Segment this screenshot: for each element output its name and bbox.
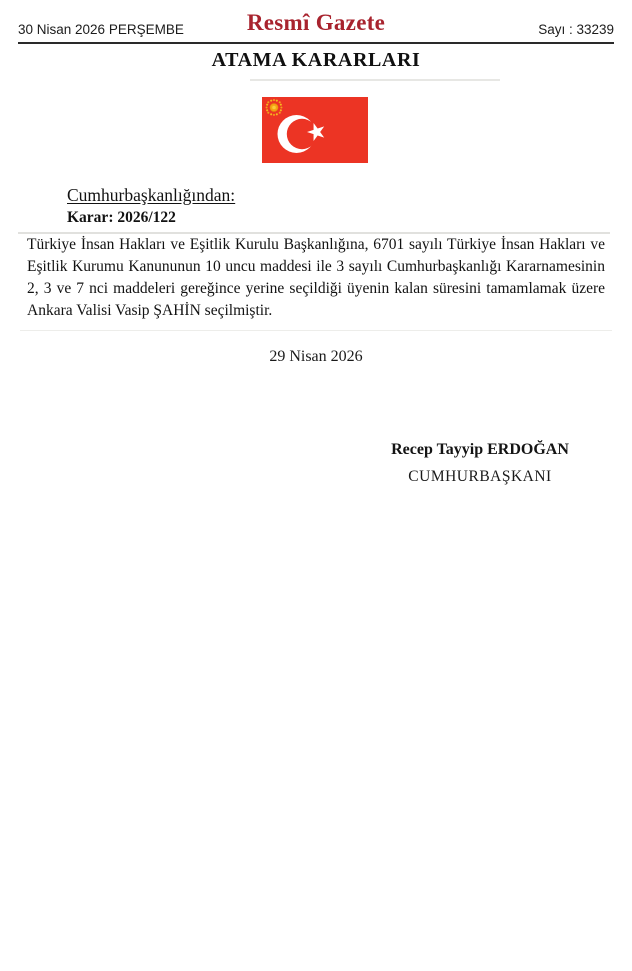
scan-artifact — [250, 79, 500, 81]
masthead-date: 30 Nisan 2026 PERŞEMBE — [18, 22, 184, 37]
decree-body: Türkiye İnsan Hakları ve Eşitlik Kurulu Başkanlığına, 6701 sayılı Türkiye İnsan Hakları ve Eşitlik Kurumu Kanununun 10 uncu maddesi ile 3 sayılı Cumhurbaşkanlığı Kararnamesinin 2, 3 ve 7 nci maddeleri gereğince yerine seçildiği üyenin kalan süresini tamamlamak üzere Ankara Valisi Vasip ŞAHİN seçilmiştir. — [27, 236, 605, 319]
decree-date: 29 Nisan 2026 — [269, 348, 363, 365]
section-title: ATAMA KARARLARI — [211, 49, 421, 71]
signatory-title: CUMHURBAŞKANI — [408, 468, 552, 485]
issue-number: Sayı : 33239 — [538, 22, 614, 37]
decree-issuer: Cumhurbaşkanlığından: — [67, 185, 236, 205]
signatory-name: Recep Tayyip ERDOĞAN — [391, 441, 569, 458]
turkish-presidential-flag-icon — [262, 97, 368, 163]
masthead-divider — [18, 42, 614, 44]
signature-block — [328, 441, 632, 486]
gazette-title: Resmî Gazete — [246, 10, 386, 35]
scan-artifact — [20, 330, 612, 331]
decree-number: Karar: 2026/122 — [67, 209, 176, 226]
